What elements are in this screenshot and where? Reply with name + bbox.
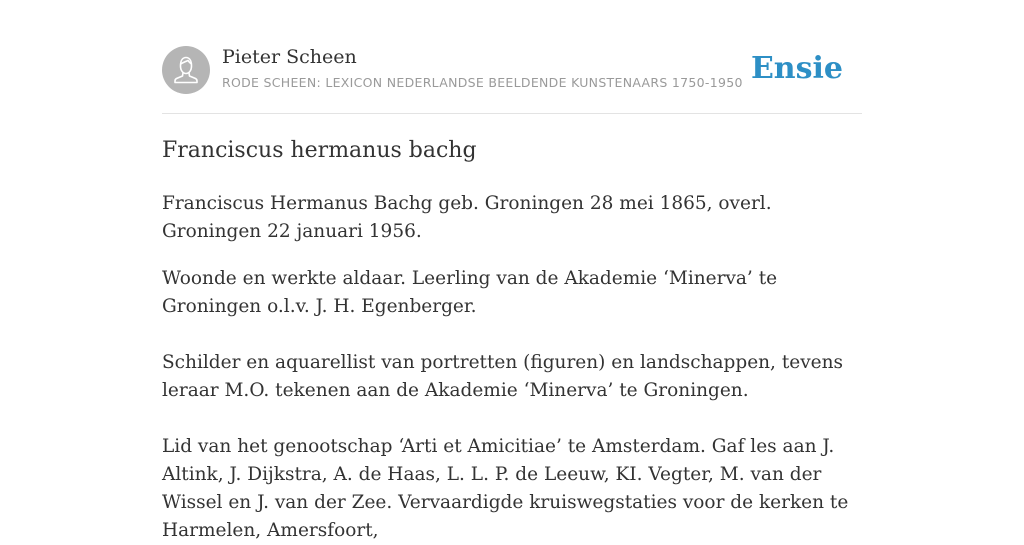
source-label[interactable]: RODE SCHEEN: LEXICON NEDERLANDSE BEELDENDE KUNSTENAARS 1750-1950 (222, 75, 743, 90)
user-avatar-icon[interactable] (162, 46, 210, 94)
page-title: Franciscus hermanus bachg (162, 138, 477, 163)
article-header (162, 46, 862, 96)
header-divider (162, 113, 862, 114)
paragraph-birth-death: Franciscus Hermanus Bachg geb. Groningen 28 mei 1865, overl. Groningen 22 januari 1956. (162, 193, 772, 242)
paragraph-education: Woonde en werkte aldaar. Leerling van de Akademie ‘Minerva’ te Groningen o.l.v. J. H. Egenberger. (162, 268, 778, 317)
author-name[interactable]: Pieter Scheen (222, 46, 357, 68)
paragraph-membership: Lid van het genootschap ‘Arti et Amicitiae’ te Amsterdam. Gaf les aan J. Altink, J. Dijkstra, A. de Haas, L. L. P. de Leeuw, KI. Vegter, M. van der Wissel en J. van der Zee. Vervaardigde kruiswegstaties voor de kerken te Harmelen, Amersfoort, (162, 436, 849, 541)
article-body (162, 190, 862, 545)
paragraph-profession: Schilder en aquarellist van portretten (figuren) en landschappen, tevens leraar M.O. tekenen aan de Akademie ‘Minerva’ te Groningen. (162, 352, 844, 401)
ensie-logo[interactable]: Ensie (750, 51, 843, 86)
